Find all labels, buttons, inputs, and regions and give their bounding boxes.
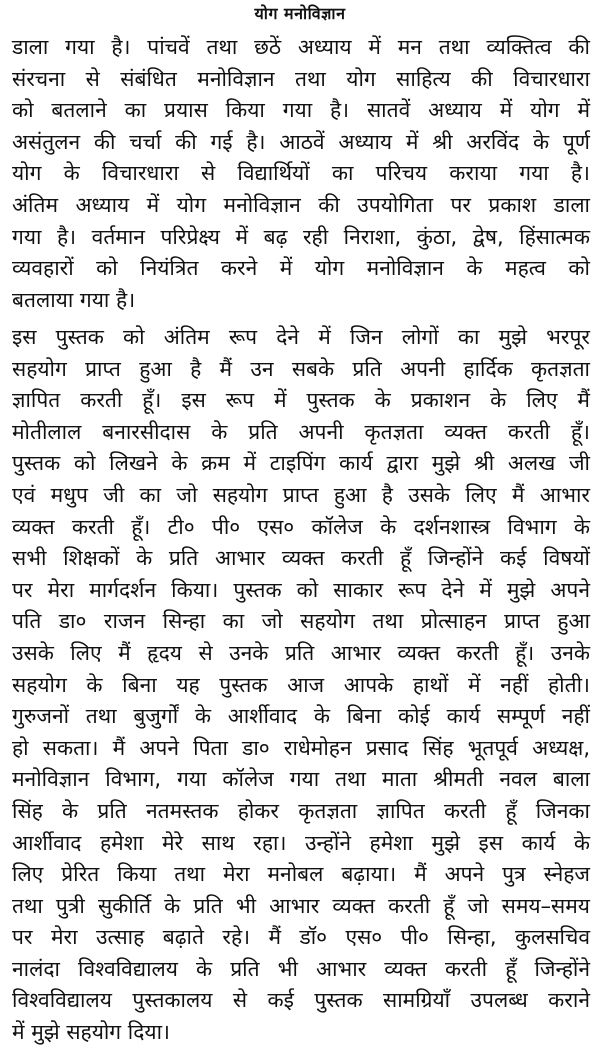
text-line: पति डा० राजन सिन्हा का जो सहयोग तथा प्रोत्साहन प्राप्त हुआ	[12, 609, 590, 634]
text-line: पर मेरा मार्गदर्शन किया। पुस्तक को साकार रूप देने में मुझे अपने	[12, 577, 590, 602]
text-line: को बतलाने का प्रयास किया गया है। सातवें अध्याय में योग में	[12, 98, 590, 123]
text-line: तथा पुत्री सुकीर्ति के प्रति भी आभार व्यक्त करती हूँ जो समय–समय	[12, 893, 590, 918]
text-line: पुस्तक को लिखने के क्रम में टाइपिंग कार्य द्वारा मुझे श्री अलख जी	[12, 451, 590, 476]
text-line: अंतिम अध्याय में योग मनोविज्ञान की उपयोगिता पर प्रकाश डाला	[12, 192, 590, 217]
text-line: लिए प्रेरित किया तथा मेरा मनोबल बढ़ाया। मैं अपने पुत्र स्नेहज	[12, 862, 590, 887]
text-line: गुरुजनों तथा बुजुर्गों के आर्शीवाद के बिना कोई कार्य सम्पूर्ण नहीं	[12, 704, 590, 729]
text-line: सहयोग प्राप्त हुआ है मैं उन सबके प्रति अपनी हार्दिक कृतज्ञता	[12, 356, 590, 381]
text-line: व्यक्त करती हूँ। टी० पी० एस० कॉलेज के दर्शनशास्त्र विभाग के	[12, 514, 590, 539]
text-line: संरचना से संबंधित मनोविज्ञान तथा योग साहित्य की विचारधारा	[12, 66, 590, 91]
text-line: योग के विचारधारा से विद्यार्थियों का परिचय कराया गया है।	[12, 161, 590, 186]
paragraph	[12, 322, 590, 1049]
text-line: सहयोग के बिना यह पुस्तक आज आपके हाथों में नहीं होती।	[12, 672, 590, 697]
text-line: इस पुस्तक को अंतिम रूप देने में जिन लोगों का मुझे भरपूर	[12, 325, 590, 349]
text-line: बतलाया गया है।	[12, 287, 136, 312]
text-line: असंतुलन की चर्चा की गई है। आठवें अध्याय में श्री अरविंद के पूर्ण	[12, 129, 590, 154]
text-line: उसके लिए मैं हृदय से उनके प्रति आभार व्यक्त करती हूँ। उनके	[12, 640, 590, 665]
text-line: गया है। वर्तमान परिप्रेक्ष्य में बढ़ रही निराशा, कुंठा, द्वेष, हिंसात्मक	[12, 224, 590, 249]
paragraph	[12, 32, 590, 316]
text-line: सिंह के प्रति नतमस्तक होकर कृतज्ञता ज्ञापित करती हूँ जिनका	[12, 798, 590, 823]
text-line: पर मेरा उत्साह बढ़ाते रहे। मैं डॉ० एस० पी० सिन्हा, कुलसचिव	[12, 925, 590, 950]
text-line: डाला गया है। पांचवें तथा छठें अध्याय में मन तथा व्यक्तित्व की	[12, 35, 590, 59]
text-line: ज्ञापित करती हूँ। इस रूप में पुस्तक के प्रकाशन के लिए मैं	[12, 388, 590, 413]
text-line: आर्शीवाद हमेशा मेरे साथ रहा। उन्होंने हमेशा मुझे इस कार्य के	[12, 830, 590, 855]
text-line: मनोविज्ञान विभाग, गया कॉलेज गया तथा माता श्रीमती नवल बाला	[12, 767, 590, 792]
text-line: सभी शिक्षकों के प्रति आभार व्यक्त करती हूँ जिन्होंने कई विषयों	[12, 546, 590, 571]
text-line: एवं मधुप जी का जो सहयोग प्राप्त हुआ है उसके लिए मैं आभार	[12, 482, 590, 507]
text-line: हो सकता। मैं अपने पिता डा० राधेमोहन प्रसाद सिंह भूतपूर्व अध्यक्ष,	[12, 735, 590, 760]
text-line: में मुझे सहयोग दिया।	[12, 1020, 170, 1045]
text-line: मोतीलाल बनारसीदास के प्रति अपनी कृतज्ञता व्यक्त करती हूँ।	[12, 419, 590, 444]
text-line: विश्वविद्यालय पुस्तकालय से कई पुस्तक सामग्रियाँ उपलब्ध कराने	[12, 988, 590, 1013]
text-line: व्यवहारों को नियंत्रित करने में योग मनोविज्ञान के महत्व को	[12, 256, 590, 281]
text-line: नालंदा विश्वविद्यालय के प्रति भी आभार व्यक्त करती हूँ जिन्होंने	[12, 956, 590, 981]
running-title: योग मनोविज्ञान	[254, 4, 346, 23]
